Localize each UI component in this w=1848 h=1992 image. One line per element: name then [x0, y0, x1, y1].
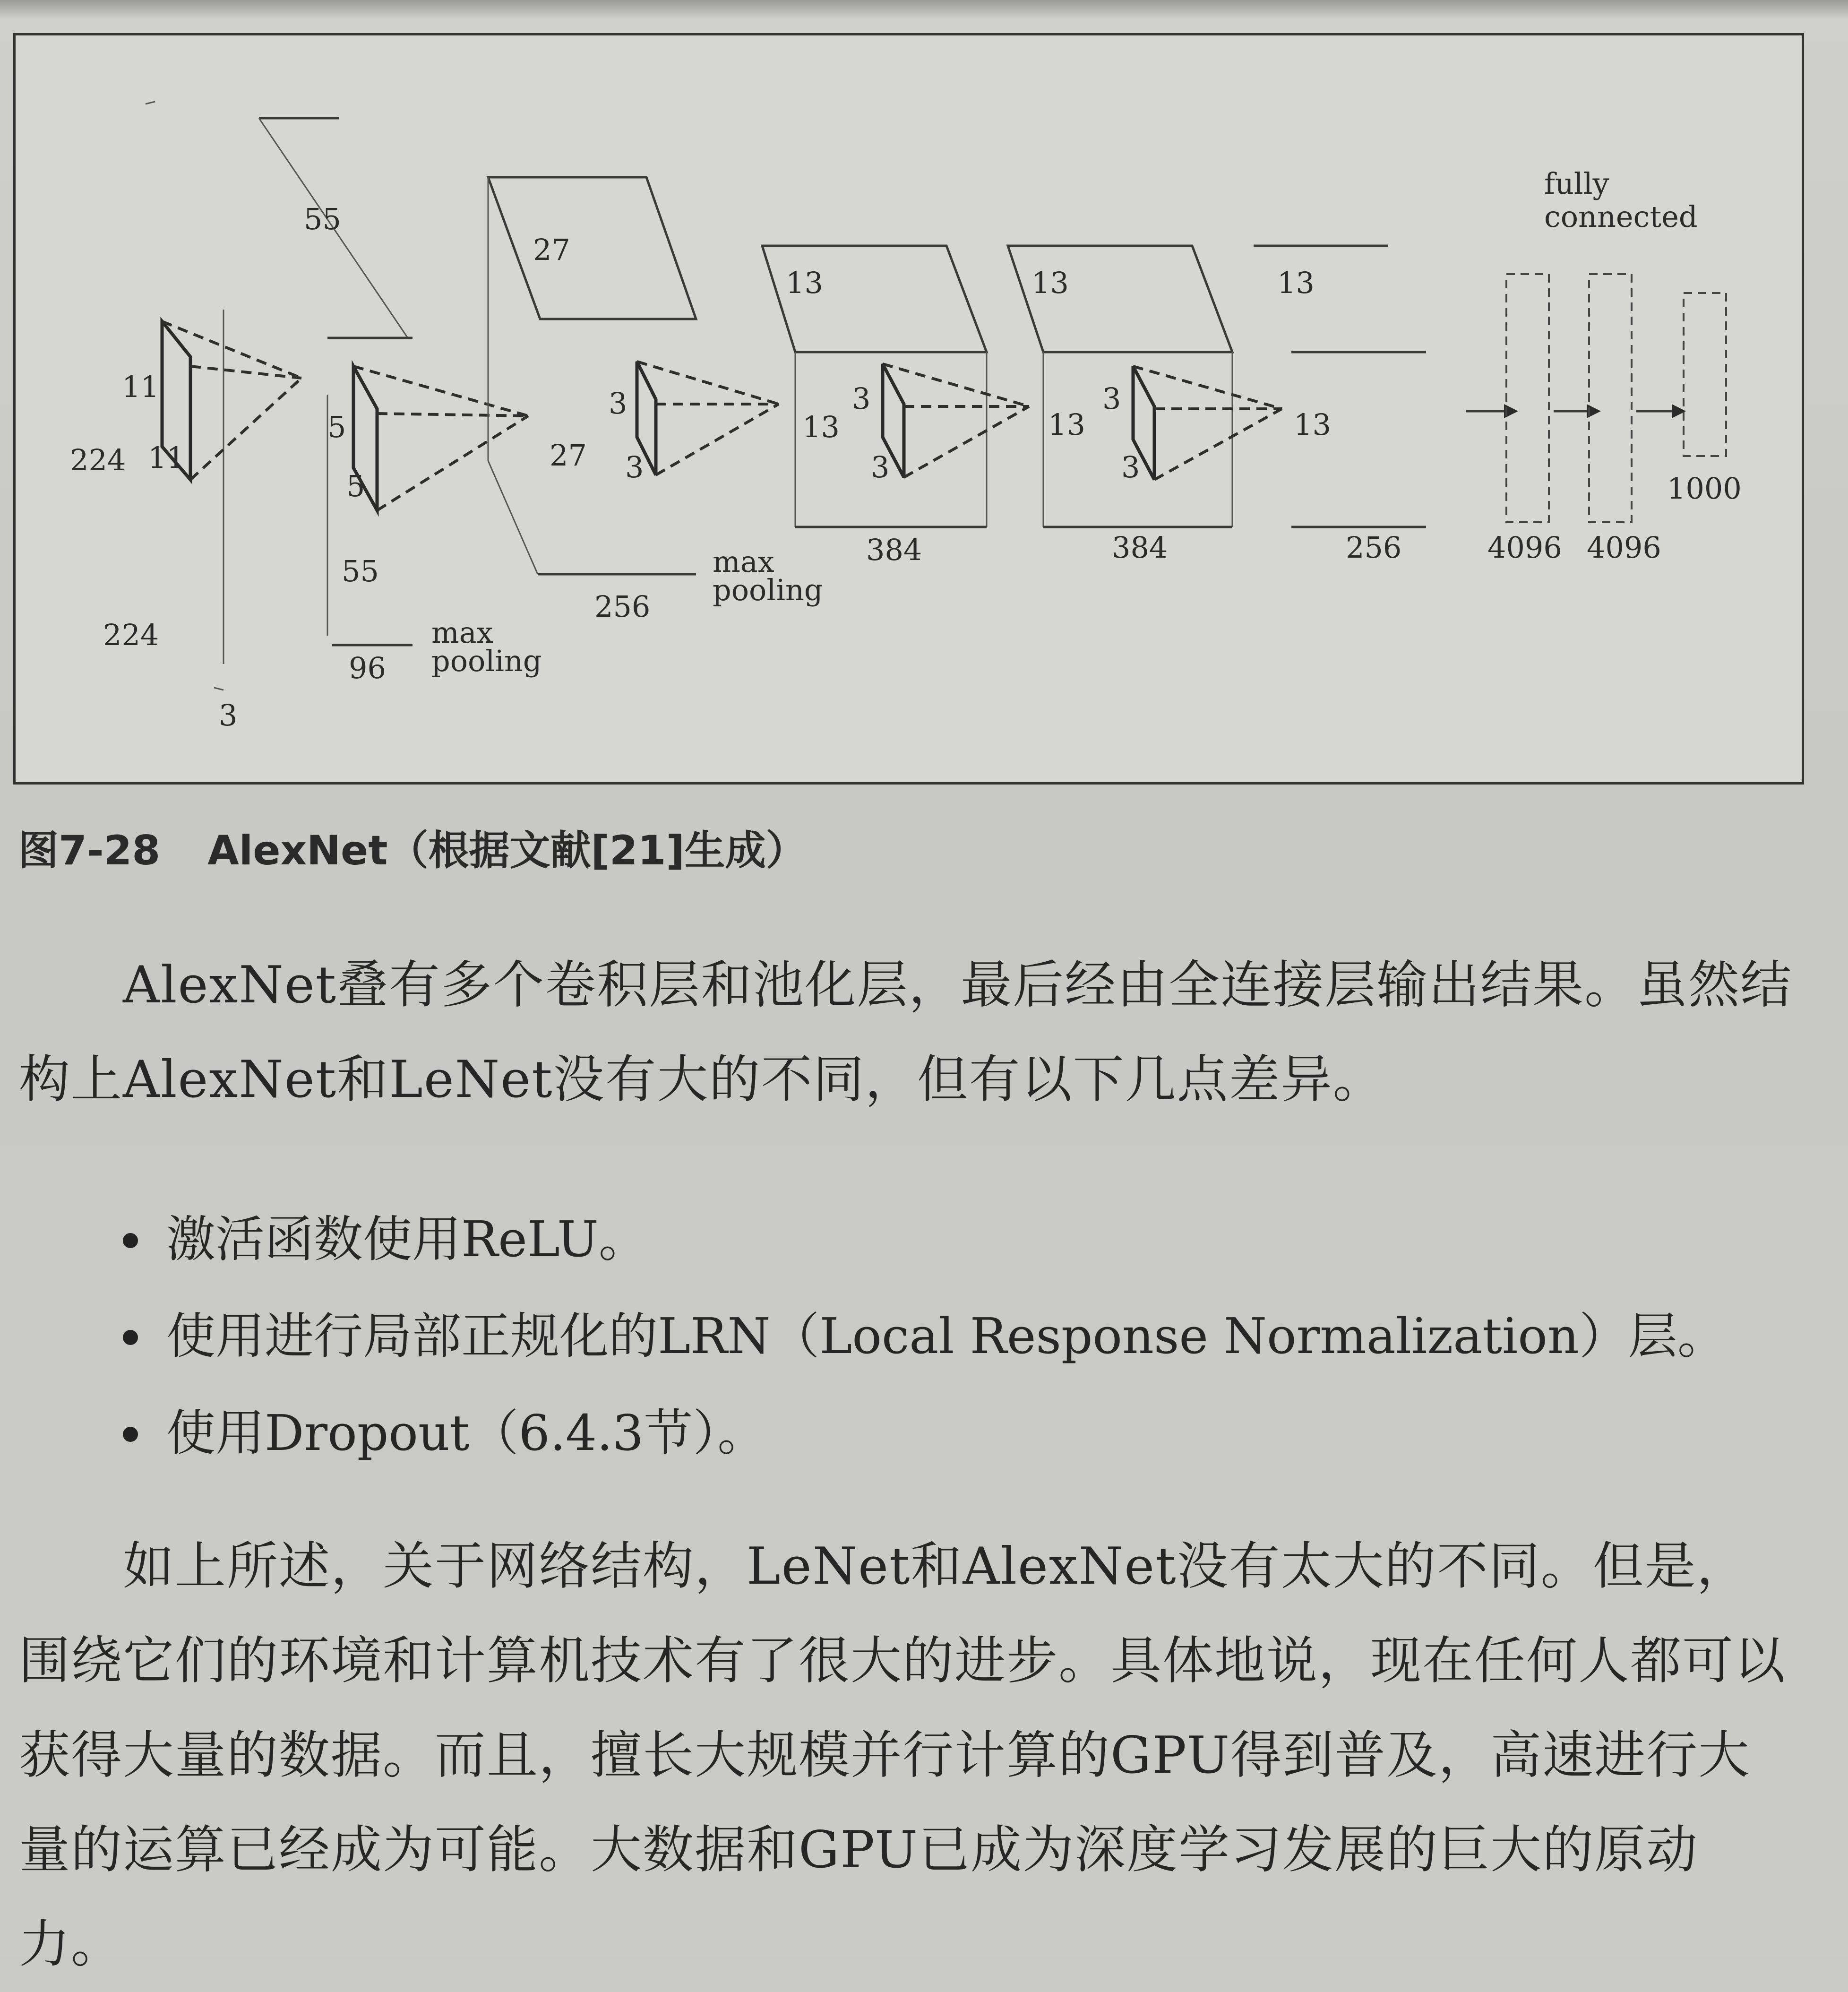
figure-number: 图7-28	[18, 827, 161, 874]
kernel3-width-label: 3	[625, 450, 644, 484]
kernel1-height-label: 11	[122, 370, 159, 404]
alexnet-diagram	[16, 35, 1802, 782]
input-block	[70, 102, 237, 733]
alexnet-figure	[13, 33, 1804, 785]
fc1-label: 4096	[1487, 530, 1562, 565]
fc3-label: 1000	[1667, 471, 1742, 506]
fully-connected-group	[1466, 166, 1742, 565]
maxpool1-label-b: pooling	[431, 644, 542, 678]
conv1-depth-label: 96	[349, 651, 386, 685]
kernel4-width-label: 3	[871, 450, 890, 484]
figure-caption	[18, 818, 807, 876]
kernel2-height-label: 5	[327, 410, 346, 444]
fc2-bar	[1589, 274, 1632, 522]
list-item: 使用Dropout（6.4.3节）。	[123, 1385, 1777, 1482]
kernel-1	[122, 321, 301, 480]
conv3-width-label: 13	[802, 410, 840, 444]
kernel-4	[852, 364, 1029, 484]
conv4-depth-label: 384	[1112, 530, 1168, 565]
fc1-bar	[1506, 274, 1549, 522]
conv1-height-label: 55	[304, 202, 341, 236]
input-width-label: 224	[103, 618, 159, 652]
kernel5-height-label: 3	[1102, 381, 1121, 416]
bullet-icon	[123, 1427, 138, 1442]
maxpool2-label-a: max	[713, 544, 774, 579]
conv2-width-label: 27	[550, 438, 587, 473]
list-item: 使用进行局部正规化的LRN（Local Response Normalization）层。	[123, 1288, 1777, 1385]
kernel1-width-label: 11	[148, 440, 185, 475]
paragraph-1: AlexNet叠有多个卷积层和池化层，最后经由全连接层输出结果。虽然结构上AlexNet和LeNet没有大的不同，但有以下几点差异。	[19, 956, 1793, 1109]
conv5-depth-label: 256	[1346, 530, 1402, 565]
input-height-label: 224	[70, 443, 126, 477]
maxpool1-label-a: max	[431, 615, 493, 650]
conv4-width-label: 13	[1048, 407, 1085, 442]
kernel4-height-label: 3	[852, 381, 871, 416]
conv1-block	[259, 118, 542, 685]
page-edge-shadow	[0, 0, 1848, 19]
paragraph-2: 如上所述，关于网络结构，LeNet和AlexNet没有太大的不同。但是，围绕它们的环境和计算机技术有了很大的进步。具体地说，现在任何人都可以获得大量的数据。而且，擅长大规模并行计算的GPU得到普及，高速进行大量的运算已经成为可能。大数据和GPU已成为深度学习发展的巨大的原动力。	[19, 1537, 1787, 1974]
kernel5-width-label: 3	[1121, 450, 1140, 484]
conv2-height-label: 27	[533, 233, 570, 267]
input-depth-label: 3	[219, 698, 238, 733]
conv3-block	[762, 246, 987, 567]
bullet-icon	[123, 1330, 138, 1345]
conv2-depth-label: 256	[594, 589, 651, 624]
kernel-2	[327, 366, 528, 510]
kernel2-width-label: 5	[346, 469, 365, 503]
kernel-3	[609, 362, 779, 484]
conv5-block	[1254, 246, 1426, 565]
conv5-height-label: 13	[1277, 266, 1315, 300]
conv1-width-label: 55	[342, 554, 379, 588]
fully-label-a: fully	[1544, 166, 1609, 201]
figure-caption-text: AlexNet（根据文献[21]生成）	[207, 827, 807, 874]
difference-list	[123, 1191, 1777, 1482]
fc2-label: 4096	[1587, 530, 1661, 565]
conv3-height-label: 13	[786, 266, 823, 300]
maxpool2-label-b: pooling	[713, 573, 823, 607]
conv4-height-label: 13	[1031, 266, 1069, 300]
kernel-5	[1102, 366, 1282, 484]
list-item: 激活函数使用ReLU。	[123, 1191, 1777, 1288]
conv5-width-label: 13	[1294, 407, 1331, 442]
conv3-depth-label: 384	[866, 533, 922, 567]
fully-label-b: connected	[1544, 199, 1698, 234]
fc3-bar	[1684, 293, 1726, 456]
bullet-icon	[123, 1233, 138, 1248]
kernel3-height-label: 3	[609, 386, 627, 421]
